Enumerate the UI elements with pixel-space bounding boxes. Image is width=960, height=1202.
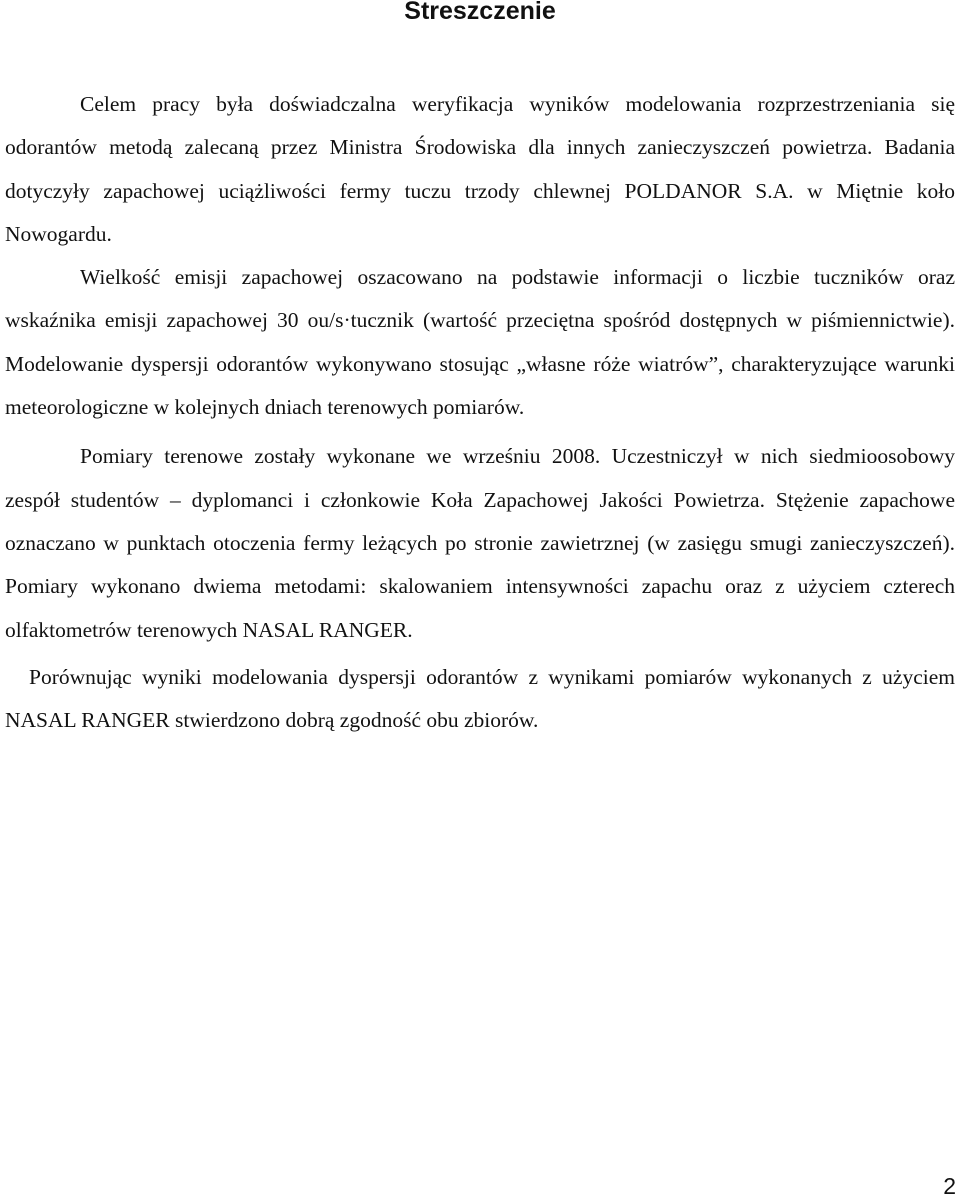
paragraph-2: Wielkość emisji zapachowej oszacowano na podstawie informacji o liczbie tuczników oraz wskaźnika emisji zapachowej 30 ou/s·tucznik (wartość przeciętna spośród dostępnych w piśmiennictwie). Modelowanie dyspersji odorantów wykonywano stosując „własne róże wiatrów”, charakteryzujące warunki meteorologiczne w kolejnych dniach terenowych pomiarów.: [5, 265, 955, 420]
page-number: 2: [943, 1173, 956, 1199]
page-title: Streszczenie: [404, 0, 556, 25]
paragraph-3: Pomiary terenowe zostały wykonane we wrześniu 2008. Uczestniczył w nich siedmioosobowy zespół studentów – dyplomanci i członkowie Koła Zapachowej Jakości Powietrza. Stężenie zapachowe oznaczano w punktach otoczenia fermy leżących po stronie zawietrznej (w zasięgu smugi zanieczyszczeń). Pomiary wykonano dwiema metodami: skalowaniem intensywności zapachu oraz z użyciem czterech olfaktometrów terenowych NASAL RANGER.: [5, 444, 955, 642]
paragraph-4: Porównując wyniki modelowania dyspersji odorantów z wynikami pomiarów wykonanych z użyciem NASAL RANGER stwierdzono dobrą zgodność obu zbiorów.: [5, 664, 955, 733]
paragraph-1: Celem pracy była doświadczalna weryfikacja wyników modelowania rozprzestrzeniania się odorantów metodą zalecaną przez Ministra Środowiska dla innych zanieczyszczeń powietrza. Badania dotyczyły zapachowej uciążliwości fermy tuczu trzody chlewnej POLDANOR S.A. w Miętnie koło Nowogardu.: [5, 92, 955, 246]
abstract-body: [5, 83, 955, 742]
